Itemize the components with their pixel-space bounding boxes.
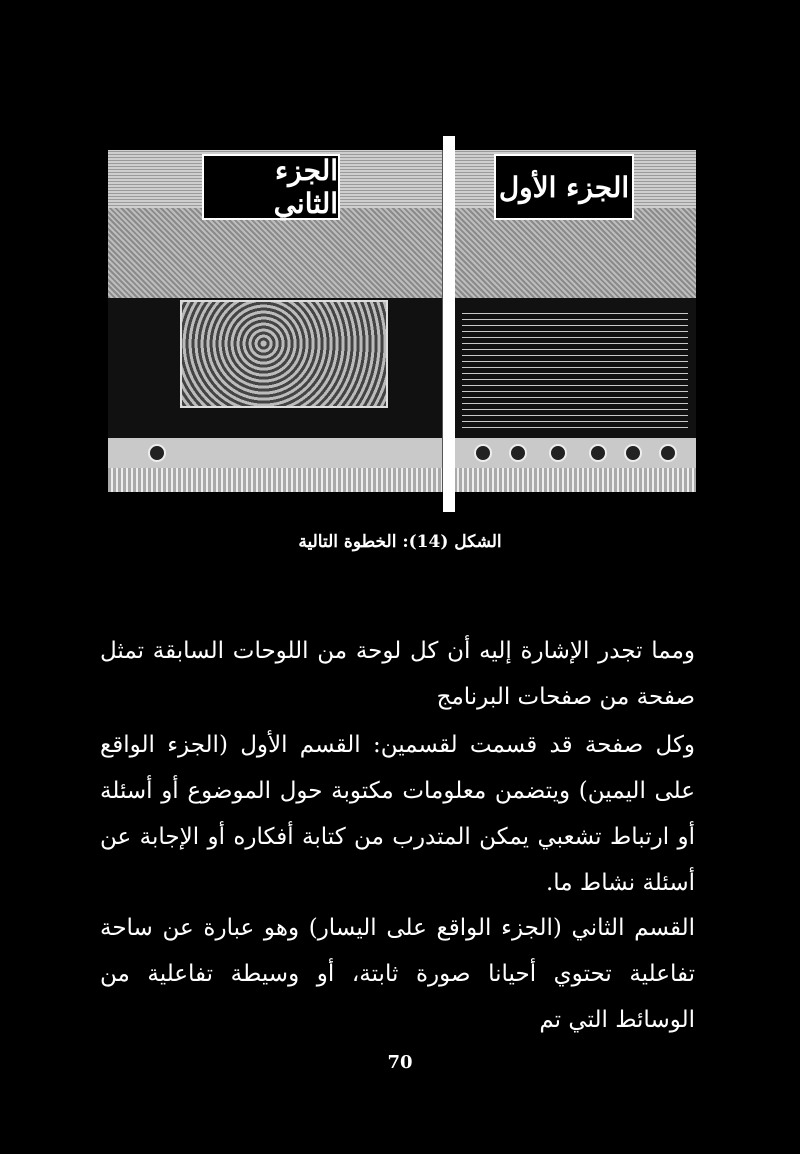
circle-icon	[659, 444, 677, 462]
figure-caption: الشكل (14): الخطوة التالية	[298, 532, 502, 552]
callout-part-two: الجزء الثاني	[202, 154, 340, 220]
gear-icon	[148, 444, 166, 462]
figure-divider	[443, 136, 455, 512]
circle-icon	[549, 444, 567, 462]
circle-icon	[589, 444, 607, 462]
icons-strip	[454, 438, 696, 468]
icons-strip	[108, 438, 442, 468]
paragraph: وكل صفحة قد قسمت لقسمين: القسم الأول (الجزء الواقع على اليمين) ويتضمن معلومات مكتوبة حول الموضوع أو أسئلة أو ارتباط تشعبي يمكن المتدرب من كتابة أفكاره أو الإجابة عن أسئلة نشاط ما.	[100, 732, 695, 896]
text-lines	[462, 308, 688, 428]
paragraph: ومما تجدر الإشارة إليه أن كل لوحة من اللوحات السابقة تمثل صفحة من صفحات البرنامج	[100, 638, 695, 710]
circle-icon	[474, 444, 492, 462]
static-photo	[180, 300, 388, 408]
taskbar-image	[108, 468, 442, 492]
taskbar-image	[454, 468, 696, 492]
banner-image	[454, 208, 696, 298]
circle-icon	[624, 444, 642, 462]
circle-icon	[509, 444, 527, 462]
paragraph: القسم الثاني (الجزء الواقع على اليسار) وهو عبارة عن ساحة تفاعلية تحتوي أحيانا صورة ثابتة، أو وسيطة تفاعلية من الوسائط التي تم	[100, 915, 695, 1033]
page-number: 70	[387, 1052, 413, 1073]
banner-image	[108, 208, 442, 298]
callout-part-one: الجزء الأول	[494, 154, 634, 220]
